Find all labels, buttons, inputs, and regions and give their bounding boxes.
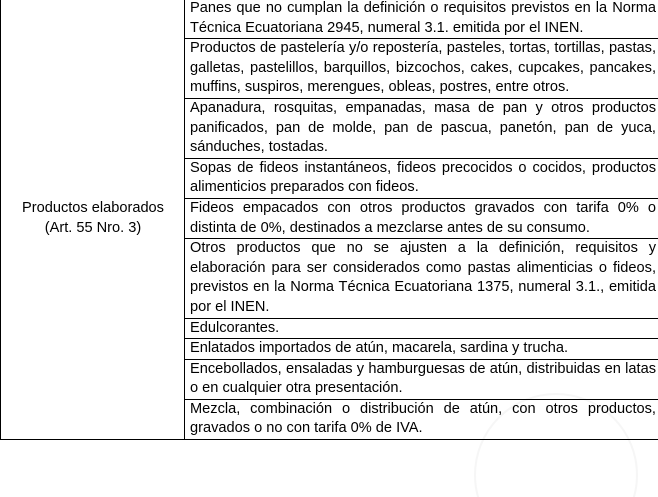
item-cell: Fideos empacados con otros productos gravados con tarifa 0% o distinta de 0%, destinados a mezclarse antes de su consumo. — [185, 198, 658, 238]
table-row — [1, 0, 658, 39]
category-reference: (Art. 55 Nro. 3) — [44, 220, 142, 237]
item-cell: Productos de pastelería y/o repostería, pasteles, tortas, tortillas, pastas, galletas, pastelillos, barquillos, bizcochos, cakes, cupcakes, pancakes, muffins, suspiros, merengues, obleas, postres, entre otros. — [185, 39, 658, 99]
category-cell — [1, 0, 185, 440]
item-cell: Apanadura, rosquitas, empanadas, masa de pan y otros productos panificados, pan de molde, pan de pascua, panetón, pan de yuca, sánduches, tostadas. — [185, 98, 658, 158]
item-cell: Edulcorantes. — [185, 318, 658, 339]
item-cell: Sopas de fideos instantáneos, fideos precocidos o cocidos, productos alimenticios preparados con fideos. — [185, 158, 658, 198]
item-cell: Encebollados, ensaladas y hamburguesas de atún, distribuidas en latas o en cualquier otra presentación. — [185, 359, 658, 399]
item-cell: Otros productos que no se ajusten a la definición, requisitos y elaboración para ser considerados como pastas alimenticias o fideos, previstos en la Norma Técnica Ecuatoriana 1375, numeral 3.1., emitida por el INEN. — [185, 239, 658, 318]
item-cell: Enlatados importados de atún, macarela, sardina y trucha. — [185, 339, 658, 360]
item-cell: Mezcla, combinación o distribución de atún, con otros productos, gravados o no con tarifa 0% de IVA. — [185, 399, 658, 439]
category-name: Productos elaborados — [22, 200, 164, 217]
item-cell: Panes que no cumplan la definición o requisitos previstos en la Norma Técnica Ecuatoriana 2945, numeral 3.1. emitida por el INEN. — [185, 0, 658, 39]
